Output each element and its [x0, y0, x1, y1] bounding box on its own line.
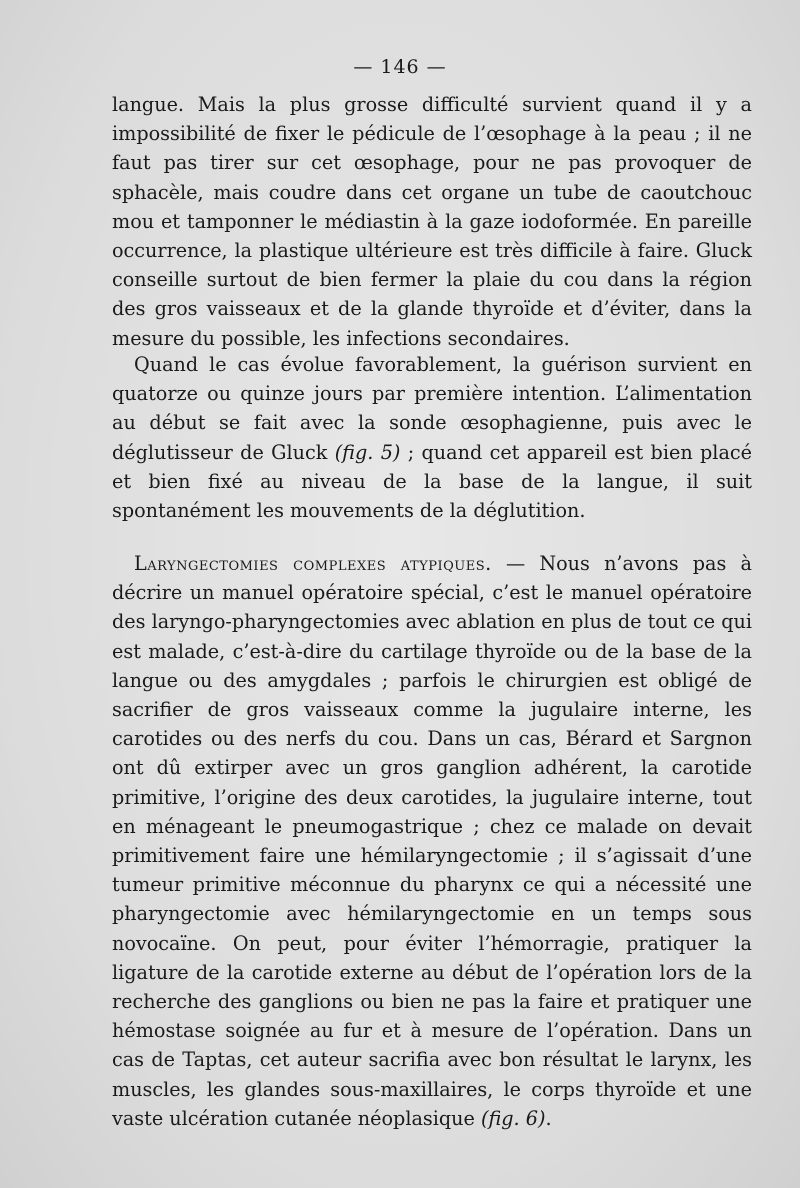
paragraph-1: langue. Mais la plus grosse difficulté survient quand il y a impossibilité de fixer le pédicule de l’œsophage à la peau ; il ne faut pas tirer sur cet œsophage, pour ne pas provoquer de sphacèle, mais coudre dans cet organe un tube de caoutchouc mou et tamponner le médiastin à la gaze iodoformée. En pareille occurrence, la plastique ultérieure est très difficile à faire. Gluck conseille surtout de bien fermer la plaie du cou dans la région des gros vaisseaux et de la glande thyroïde et d’éviter, dans la mesure du possible, les infections secondaires.	[112, 93, 752, 350]
paragraph-3-text-b: .	[545, 1106, 552, 1130]
paragraph-1-block	[112, 90, 752, 353]
figure-reference-5: (fig. 5)	[334, 440, 401, 464]
paragraph-2	[112, 350, 752, 525]
section-heading: Laryngectomies complexes atypiques.	[134, 552, 492, 575]
paragraph-2-text-a: Quand le cas évolue favorablement, la guérison survient en quatorze ou quinze jours par première intention. L’alimentation au début se fait avec la sonde œsophagienne, puis avec le déglutisseur de Gluck	[112, 353, 752, 464]
paragraph-3-text-a: — Nous n’avons pas à décrire un manuel opératoire spécial, c’est le manuel opératoire des laryngo-pharyngectomies avec ablation en plus de tout ce qui est malade, c’est-à-dire du cartilage thyroïde ou de la base de la langue ou des amygdales ; parfois le chirurgien est obligé de sacrifier de gros vaisseaux comme la jugulaire interne, les carotides ou des nerfs du cou. Dans un cas, Bérard et Sargnon ont dû extirper avec un gros ganglion adhérent, la carotide primitive, l’origine des deux carotides, la jugulaire interne, tout en ménageant le pneumogastrique ; chez ce malade on devait primitivement faire une hémilaryngectomie ; il s’agissait d’une tumeur primitive méconnue du pharynx ce qui a nécessité une pharyngectomie avec hémilaryngectomie en un temps sous novocaïne. On peut, pour éviter l’hémorragie, pratiquer la ligature de la carotide externe au début de l’opération lors de la recherche des ganglions ou bien ne pas la faire et pratiquer une hémostase soignée au fur et à mesure de l’opération. Dans un cas de Taptas, cet auteur sacrifia avec bon résultat le larynx, les muscles, les glandes sous-maxillaires, le corps thyroïde et une vaste ulcération cutanée néoplasique	[112, 552, 752, 1130]
page-number: — 146 —	[353, 56, 447, 78]
paragraph-3	[112, 549, 752, 1133]
paragraph-2-block	[112, 350, 752, 525]
figure-reference-6: (fig. 6)	[480, 1106, 546, 1130]
paragraph-2-text-b: ; quand cet appareil est bien placé et bien fixé au niveau de la base de la langue, il suit spontanément les mouvements de la déglutition.	[112, 440, 752, 523]
paragraph-3-block	[112, 549, 752, 1133]
